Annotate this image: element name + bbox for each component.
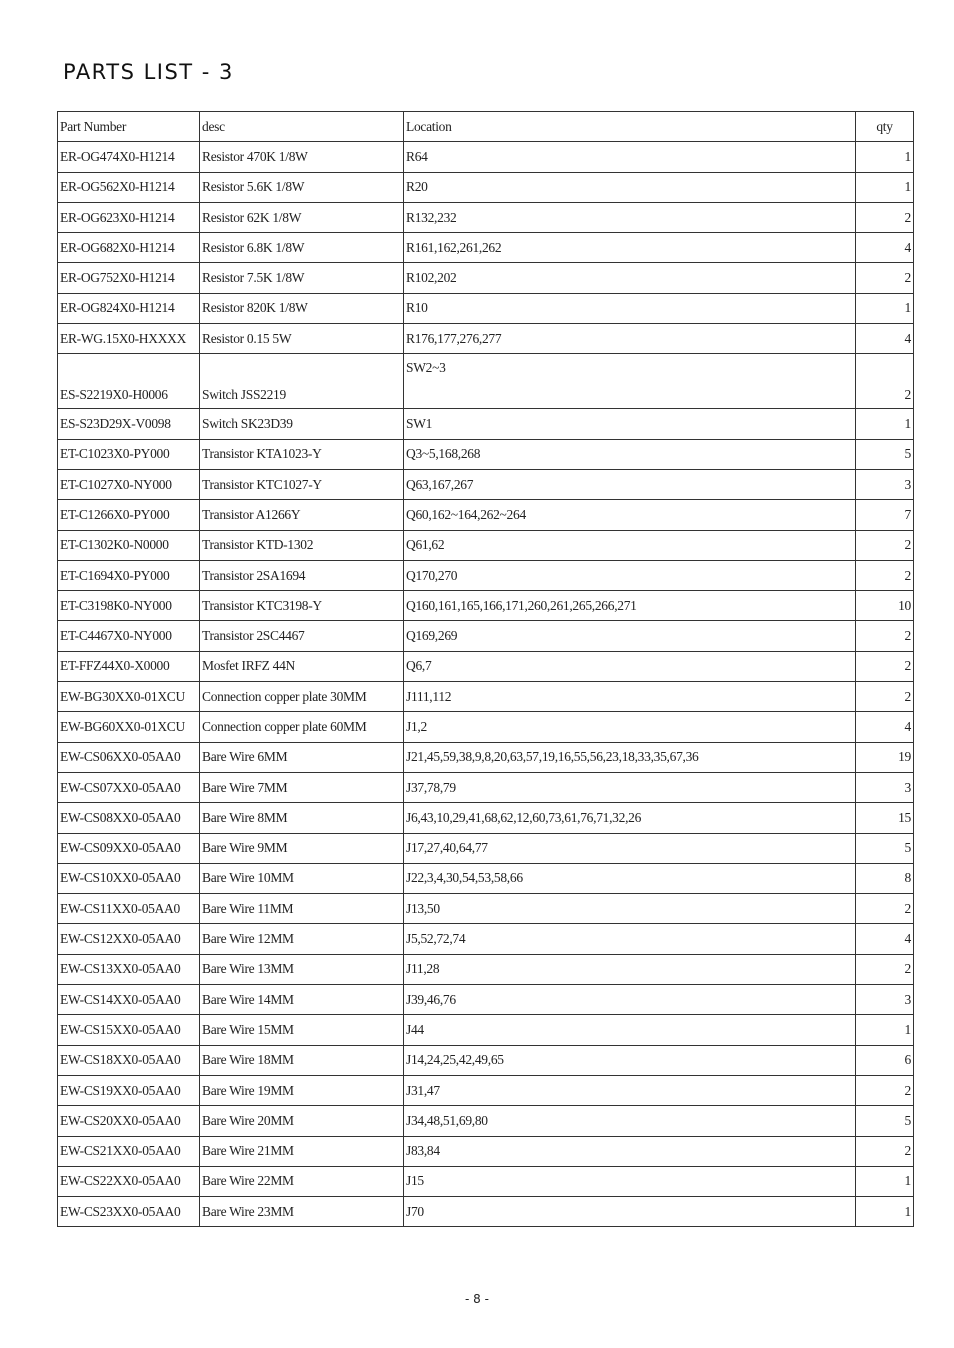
table-row bbox=[58, 172, 914, 202]
cell-location: R102,202 bbox=[404, 263, 856, 293]
cell-desc: Transistor A1266Y bbox=[200, 500, 404, 530]
cell-qty: 1 bbox=[856, 172, 914, 202]
page-number: - 8 - bbox=[465, 1292, 489, 1306]
cell-desc: Resistor 470K 1/8W bbox=[200, 142, 404, 172]
cell-location: J6,43,10,29,41,68,62,12,60,73,61,76,71,32,26 bbox=[404, 803, 856, 833]
table-row bbox=[58, 500, 914, 530]
cell-part-number: ER-OG752X0-H1214 bbox=[58, 263, 200, 293]
table-row bbox=[58, 439, 914, 469]
cell-part-number: EW-CS23XX0-05AA0 bbox=[58, 1197, 200, 1227]
cell-qty: 2 bbox=[856, 894, 914, 924]
cell-location: J13,50 bbox=[404, 894, 856, 924]
cell-location: J1,2 bbox=[404, 712, 856, 742]
cell-qty: 2 bbox=[856, 263, 914, 293]
cell-location: R132,232 bbox=[404, 202, 856, 232]
cell-desc: Bare Wire 7MM bbox=[200, 772, 404, 802]
table-row bbox=[58, 742, 914, 772]
cell-qty: 2 bbox=[856, 530, 914, 560]
cell-desc: Bare Wire 11MM bbox=[200, 894, 404, 924]
cell-desc: Resistor 7.5K 1/8W bbox=[200, 263, 404, 293]
cell-part-number: EW-CS21XX0-05AA0 bbox=[58, 1136, 200, 1166]
table-row bbox=[58, 772, 914, 802]
cell-part-number: EW-CS14XX0-05AA0 bbox=[58, 985, 200, 1015]
table-row bbox=[58, 233, 914, 263]
cell-qty: 2 bbox=[856, 1075, 914, 1105]
cell-desc: Transistor KTC1027-Y bbox=[200, 469, 404, 499]
cell-qty: 2 bbox=[856, 651, 914, 681]
cell-location: Q160,161,165,166,171,260,261,265,266,271 bbox=[404, 591, 856, 621]
cell-location: Q3~5,168,268 bbox=[404, 439, 856, 469]
cell-desc: Bare Wire 12MM bbox=[200, 924, 404, 954]
cell-desc: Resistor 0.15 5W bbox=[200, 324, 404, 354]
table-row bbox=[58, 324, 914, 354]
table-row bbox=[58, 354, 914, 409]
table-row bbox=[58, 1015, 914, 1045]
table-header-row bbox=[58, 112, 914, 142]
cell-part-number: ER-OG562X0-H1214 bbox=[58, 172, 200, 202]
cell-part-number: EW-CS08XX0-05AA0 bbox=[58, 803, 200, 833]
cell-location: Q61,62 bbox=[404, 530, 856, 560]
cell-part-number: ET-C1023X0-PY000 bbox=[58, 439, 200, 469]
header-part-number: Part Number bbox=[58, 112, 200, 142]
cell-qty: 2 bbox=[856, 621, 914, 651]
cell-desc: Bare Wire 22MM bbox=[200, 1166, 404, 1196]
cell-part-number: EW-CS09XX0-05AA0 bbox=[58, 833, 200, 863]
cell-part-number: EW-CS15XX0-05AA0 bbox=[58, 1015, 200, 1045]
cell-part-number: EW-BG30XX0-01XCU bbox=[58, 682, 200, 712]
cell-desc: Bare Wire 14MM bbox=[200, 985, 404, 1015]
cell-qty: 3 bbox=[856, 985, 914, 1015]
cell-location: J17,27,40,64,77 bbox=[404, 833, 856, 863]
cell-desc: Bare Wire 10MM bbox=[200, 863, 404, 893]
cell-desc: Bare Wire 9MM bbox=[200, 833, 404, 863]
cell-desc: Transistor KTD-1302 bbox=[200, 530, 404, 560]
cell-part-number: EW-CS11XX0-05AA0 bbox=[58, 894, 200, 924]
cell-part-number: ER-OG824X0-H1214 bbox=[58, 293, 200, 323]
cell-part-number: ET-C1266X0-PY000 bbox=[58, 500, 200, 530]
cell-qty: 8 bbox=[856, 863, 914, 893]
cell-location: J34,48,51,69,80 bbox=[404, 1106, 856, 1136]
cell-qty: 3 bbox=[856, 469, 914, 499]
cell-desc: Resistor 5.6K 1/8W bbox=[200, 172, 404, 202]
table-row bbox=[58, 833, 914, 863]
table-row bbox=[58, 293, 914, 323]
cell-part-number: ET-C1027X0-NY000 bbox=[58, 469, 200, 499]
cell-qty: 5 bbox=[856, 1106, 914, 1136]
cell-desc: Resistor 6.8K 1/8W bbox=[200, 233, 404, 263]
page-title: PARTS LIST - 3 bbox=[63, 60, 234, 84]
cell-qty: 7 bbox=[856, 500, 914, 530]
cell-qty: 19 bbox=[856, 742, 914, 772]
cell-qty: 4 bbox=[856, 712, 914, 742]
cell-desc: Bare Wire 18MM bbox=[200, 1045, 404, 1075]
cell-part-number: EW-CS18XX0-05AA0 bbox=[58, 1045, 200, 1075]
cell-location: J22,3,4,30,54,53,58,66 bbox=[404, 863, 856, 893]
cell-desc: Resistor 820K 1/8W bbox=[200, 293, 404, 323]
table-row bbox=[58, 263, 914, 293]
cell-part-number: EW-CS20XX0-05AA0 bbox=[58, 1106, 200, 1136]
cell-part-number: ER-WG.15X0-HXXXX bbox=[58, 324, 200, 354]
cell-desc: Bare Wire 23MM bbox=[200, 1197, 404, 1227]
table-row bbox=[58, 924, 914, 954]
cell-qty: 4 bbox=[856, 324, 914, 354]
header-qty: qty bbox=[856, 112, 914, 142]
cell-location: R20 bbox=[404, 172, 856, 202]
cell-location: Q60,162~164,262~264 bbox=[404, 500, 856, 530]
cell-qty: 5 bbox=[856, 439, 914, 469]
cell-desc: Transistor KTC3198-Y bbox=[200, 591, 404, 621]
header-desc: desc bbox=[200, 112, 404, 142]
cell-part-number: EW-CS19XX0-05AA0 bbox=[58, 1075, 200, 1105]
cell-desc: Switch SK23D39 bbox=[200, 409, 404, 439]
cell-location: J111,112 bbox=[404, 682, 856, 712]
cell-part-number: EW-CS10XX0-05AA0 bbox=[58, 863, 200, 893]
cell-part-number: ET-C3198K0-NY000 bbox=[58, 591, 200, 621]
table-row bbox=[58, 591, 914, 621]
table-row bbox=[58, 1075, 914, 1105]
cell-location: J14,24,25,42,49,65 bbox=[404, 1045, 856, 1075]
cell-part-number: ES-S2219X0-H0006 bbox=[58, 354, 200, 409]
table-row bbox=[58, 202, 914, 232]
cell-desc: Resistor 62K 1/8W bbox=[200, 202, 404, 232]
cell-part-number: EW-CS12XX0-05AA0 bbox=[58, 924, 200, 954]
cell-part-number: ET-FFZ44X0-X0000 bbox=[58, 651, 200, 681]
table-row bbox=[58, 985, 914, 1015]
cell-qty: 2 bbox=[856, 354, 914, 409]
cell-location: J5,52,72,74 bbox=[404, 924, 856, 954]
table-row bbox=[58, 954, 914, 984]
cell-location: J15 bbox=[404, 1166, 856, 1196]
cell-location: SW1 bbox=[404, 409, 856, 439]
cell-part-number: ER-OG682X0-H1214 bbox=[58, 233, 200, 263]
parts-table bbox=[57, 111, 914, 1227]
cell-location: Q63,167,267 bbox=[404, 469, 856, 499]
cell-qty: 1 bbox=[856, 1015, 914, 1045]
cell-location: J31,47 bbox=[404, 1075, 856, 1105]
cell-qty: 1 bbox=[856, 1197, 914, 1227]
cell-part-number: ER-OG623X0-H1214 bbox=[58, 202, 200, 232]
cell-qty: 1 bbox=[856, 1166, 914, 1196]
cell-desc: Bare Wire 19MM bbox=[200, 1075, 404, 1105]
cell-part-number: ET-C4467X0-NY000 bbox=[58, 621, 200, 651]
cell-desc: Bare Wire 13MM bbox=[200, 954, 404, 984]
cell-part-number: ET-C1302K0-N0000 bbox=[58, 530, 200, 560]
cell-part-number: ER-OG474X0-H1214 bbox=[58, 142, 200, 172]
header-location: Location bbox=[404, 112, 856, 142]
cell-part-number: EW-CS07XX0-05AA0 bbox=[58, 772, 200, 802]
table-row bbox=[58, 142, 914, 172]
cell-qty: 1 bbox=[856, 293, 914, 323]
cell-location: J44 bbox=[404, 1015, 856, 1045]
table-row bbox=[58, 894, 914, 924]
cell-location: J83,84 bbox=[404, 1136, 856, 1166]
cell-part-number: ES-S23D29X-V0098 bbox=[58, 409, 200, 439]
table-row bbox=[58, 712, 914, 742]
cell-location: R176,177,276,277 bbox=[404, 324, 856, 354]
cell-part-number: EW-CS13XX0-05AA0 bbox=[58, 954, 200, 984]
cell-qty: 1 bbox=[856, 142, 914, 172]
cell-location: J39,46,76 bbox=[404, 985, 856, 1015]
table-row bbox=[58, 560, 914, 590]
cell-desc: Bare Wire 6MM bbox=[200, 742, 404, 772]
cell-desc: Transistor 2SC4467 bbox=[200, 621, 404, 651]
table-row bbox=[58, 530, 914, 560]
table-row bbox=[58, 469, 914, 499]
cell-desc: Bare Wire 21MM bbox=[200, 1136, 404, 1166]
cell-location: J37,78,79 bbox=[404, 772, 856, 802]
cell-qty: 1 bbox=[856, 409, 914, 439]
cell-location: J70 bbox=[404, 1197, 856, 1227]
cell-qty: 2 bbox=[856, 682, 914, 712]
cell-desc: Connection copper plate 60MM bbox=[200, 712, 404, 742]
cell-desc: Transistor 2SA1694 bbox=[200, 560, 404, 590]
cell-desc: Mosfet IRFZ 44N bbox=[200, 651, 404, 681]
cell-location: R10 bbox=[404, 293, 856, 323]
cell-location: SW2~3 bbox=[404, 354, 856, 409]
table-row bbox=[58, 1106, 914, 1136]
table-row bbox=[58, 1166, 914, 1196]
cell-qty: 4 bbox=[856, 233, 914, 263]
cell-location: J11,28 bbox=[404, 954, 856, 984]
table-row bbox=[58, 863, 914, 893]
table-row bbox=[58, 682, 914, 712]
cell-qty: 3 bbox=[856, 772, 914, 802]
table-row bbox=[58, 803, 914, 833]
cell-location: Q170,270 bbox=[404, 560, 856, 590]
cell-qty: 15 bbox=[856, 803, 914, 833]
cell-location: R64 bbox=[404, 142, 856, 172]
table-row bbox=[58, 1197, 914, 1227]
cell-part-number: EW-CS06XX0-05AA0 bbox=[58, 742, 200, 772]
cell-location: R161,162,261,262 bbox=[404, 233, 856, 263]
table-row bbox=[58, 1045, 914, 1075]
cell-location: Q169,269 bbox=[404, 621, 856, 651]
table-row bbox=[58, 621, 914, 651]
cell-qty: 2 bbox=[856, 1136, 914, 1166]
cell-part-number: EW-CS22XX0-05AA0 bbox=[58, 1166, 200, 1196]
cell-qty: 10 bbox=[856, 591, 914, 621]
cell-desc: Bare Wire 20MM bbox=[200, 1106, 404, 1136]
cell-desc: Switch JSS2219 bbox=[200, 354, 404, 409]
cell-location: Q6,7 bbox=[404, 651, 856, 681]
cell-desc: Transistor KTA1023-Y bbox=[200, 439, 404, 469]
table-row bbox=[58, 1136, 914, 1166]
cell-qty: 2 bbox=[856, 560, 914, 590]
table-row bbox=[58, 409, 914, 439]
cell-part-number: ET-C1694X0-PY000 bbox=[58, 560, 200, 590]
cell-qty: 6 bbox=[856, 1045, 914, 1075]
cell-location: J21,45,59,38,9,8,20,63,57,19,16,55,56,23,18,33,35,67,36 bbox=[404, 742, 856, 772]
table-row bbox=[58, 651, 914, 681]
cell-qty: 4 bbox=[856, 924, 914, 954]
cell-qty: 5 bbox=[856, 833, 914, 863]
cell-desc: Connection copper plate 30MM bbox=[200, 682, 404, 712]
cell-desc: Bare Wire 15MM bbox=[200, 1015, 404, 1045]
cell-part-number: EW-BG60XX0-01XCU bbox=[58, 712, 200, 742]
cell-qty: 2 bbox=[856, 202, 914, 232]
cell-desc: Bare Wire 8MM bbox=[200, 803, 404, 833]
cell-qty: 2 bbox=[856, 954, 914, 984]
